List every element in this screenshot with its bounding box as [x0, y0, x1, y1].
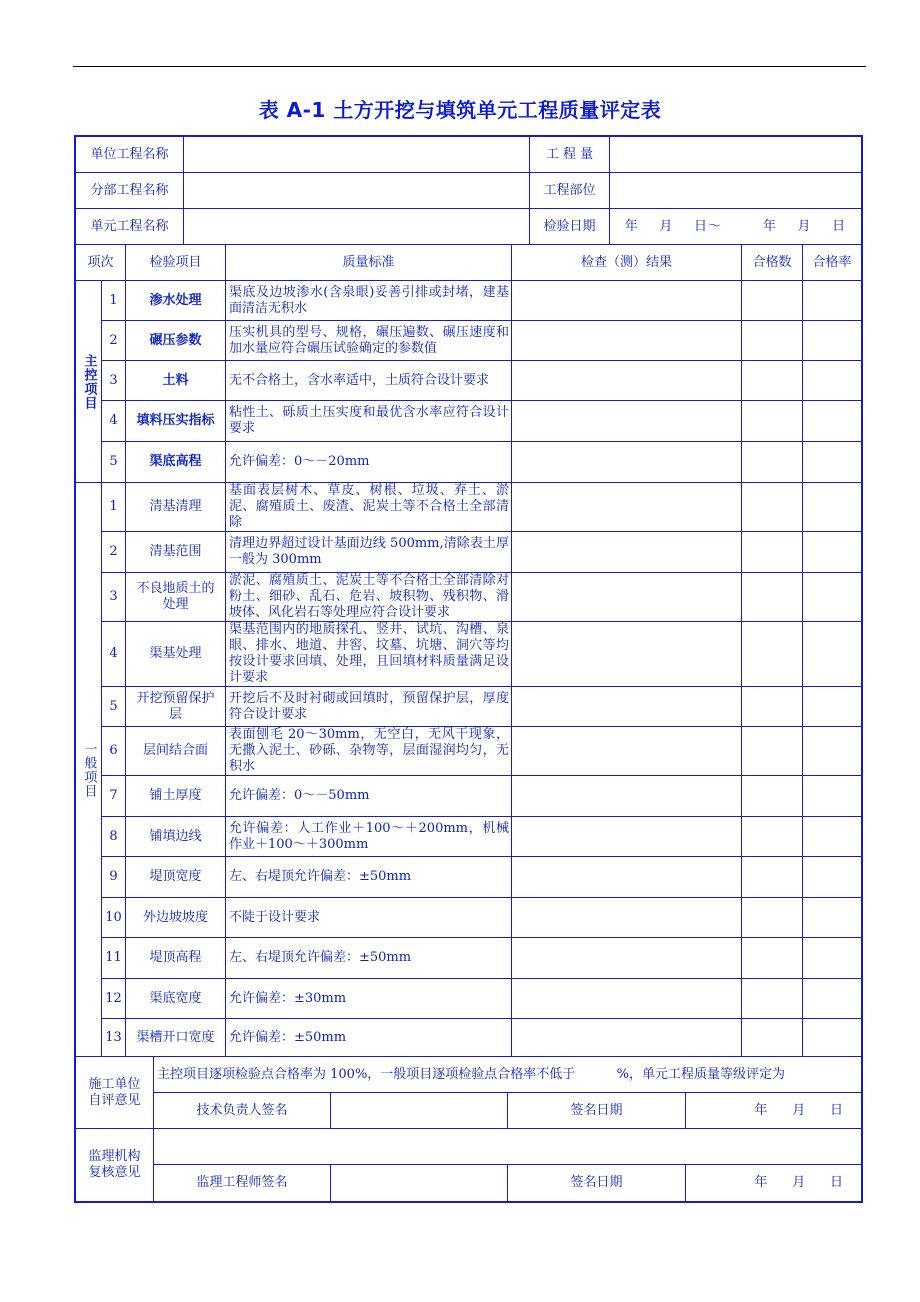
supervision-date-field[interactable]: 年 月 日	[754, 1175, 843, 1190]
main-item-no: 5	[102, 442, 126, 483]
part-input[interactable]	[610, 173, 861, 209]
main-item-name: 土料	[126, 361, 226, 401]
general-item-qualified-field[interactable]	[742, 727, 803, 776]
general-item-qualified-field[interactable]	[742, 1019, 803, 1057]
general-item-result-field[interactable]	[512, 979, 742, 1019]
general-item-standard	[226, 727, 512, 776]
unit-project-input[interactable]	[184, 137, 530, 173]
col-qualified-header: 合格数	[742, 245, 803, 281]
general-group-label	[76, 483, 102, 1057]
main-item-result-field[interactable]	[512, 321, 742, 361]
subproject-input[interactable]	[184, 173, 530, 209]
general-item-name: 不良地质土的处理	[126, 573, 226, 622]
general-item-name: 堤顶高程	[126, 938, 226, 979]
general-item-standard-text: 允许偏差：±50mm	[229, 1029, 347, 1045]
main-item-qualified-field[interactable]	[742, 361, 803, 401]
general-item-name: 渠槽开口宽度	[126, 1019, 226, 1057]
col-standard-header: 质量标准	[226, 245, 512, 281]
general-item-no: 11	[102, 938, 126, 979]
general-item-name: 开挖预留保护层	[126, 687, 226, 727]
main-item-name: 填料压实指标	[126, 401, 226, 442]
general-item-standard-text: 基面表层树木、草皮、树根、垃圾、弃土、淤泥、腐殖质土、废渣、泥炭土等不合格土全部清除	[229, 483, 509, 530]
general-item-rate-field[interactable]	[803, 532, 861, 573]
main-item-qualified-field[interactable]	[742, 321, 803, 361]
general-item-qualified-field[interactable]	[742, 687, 803, 727]
supervision-signer-label: 监理工程师签名	[154, 1165, 331, 1201]
general-item-qualified-field[interactable]	[742, 483, 803, 532]
col-result-header: 检查（测）结果	[512, 245, 742, 281]
main-item-rate-field[interactable]	[803, 442, 861, 483]
col-rate-header: 合格率	[803, 245, 861, 281]
general-item-standard	[226, 1019, 512, 1057]
unit-project-label: 单位工程名称	[76, 137, 184, 173]
general-item-rate-field[interactable]	[803, 687, 861, 727]
general-item-rate-field[interactable]	[803, 898, 861, 938]
general-item-result-field[interactable]	[512, 898, 742, 938]
main-item-standard	[226, 361, 512, 401]
main-item-no: 3	[102, 361, 126, 401]
general-item-no: 2	[102, 532, 126, 573]
general-item-no: 3	[102, 573, 126, 622]
general-item-name: 清基清理	[126, 483, 226, 532]
general-item-name: 外边坡坡度	[126, 898, 226, 938]
general-item-no: 12	[102, 979, 126, 1019]
supervision-label-text: 监理机构复核意见	[88, 1149, 141, 1180]
self-eval-label-text: 施工单位自评意见	[88, 1076, 141, 1108]
general-item-standard	[226, 532, 512, 573]
self-eval-date-label: 签名日期	[508, 1093, 686, 1129]
main-item-qualified-field[interactable]	[742, 401, 803, 442]
general-item-rate-field[interactable]	[803, 857, 861, 898]
self-eval-statement: 主控项目逐项检验点合格率为 100%，一般项目逐项检验点合格率不低于 %，单元工程质量等级评定为	[154, 1057, 861, 1093]
main-group-text: 主控项目	[81, 353, 97, 410]
general-item-result-field[interactable]	[512, 1019, 742, 1057]
general-item-standard-text: 左、右堤顶允许偏差：±50mm	[229, 869, 412, 884]
general-item-name: 渠底宽度	[126, 979, 226, 1019]
general-item-name: 层间结合面	[126, 727, 226, 776]
general-item-standard-text: 清理边界超过设计基面边线 500mm,清除表土厚一般为 300mm	[229, 536, 509, 567]
main-item-result-field[interactable]	[512, 361, 742, 401]
general-item-rate-field[interactable]	[803, 483, 861, 532]
general-item-name: 清基范围	[126, 532, 226, 573]
supervision-opinion-field[interactable]	[154, 1129, 861, 1165]
general-item-name: 铺填边线	[126, 817, 226, 857]
main-item-rate-field[interactable]	[803, 361, 861, 401]
general-item-result-field[interactable]	[512, 817, 742, 857]
general-item-qualified-field[interactable]	[742, 817, 803, 857]
general-item-name: 渠基处理	[126, 622, 226, 687]
general-item-no: 8	[102, 817, 126, 857]
col-item-header: 检验项目	[126, 245, 226, 281]
inspect-date-label: 检验日期	[530, 209, 610, 245]
main-item-standard	[226, 442, 512, 483]
main-item-standard	[226, 281, 512, 321]
general-item-name: 铺土厚度	[126, 776, 226, 817]
general-item-no: 4	[102, 622, 126, 687]
col-seq-header: 项次	[76, 245, 126, 281]
general-item-qualified-field[interactable]	[742, 573, 803, 622]
main-item-standard	[226, 401, 512, 442]
general-item-result-field[interactable]	[512, 573, 742, 622]
general-item-no: 9	[102, 857, 126, 898]
main-item-no: 1	[102, 281, 126, 321]
general-item-standard	[226, 687, 512, 727]
general-item-rate-field[interactable]	[803, 776, 861, 817]
main-item-no: 4	[102, 401, 126, 442]
general-item-no: 7	[102, 776, 126, 817]
main-item-rate-field[interactable]	[803, 401, 861, 442]
general-item-standard	[226, 898, 512, 938]
general-item-result-field[interactable]	[512, 727, 742, 776]
general-item-result-field[interactable]	[512, 938, 742, 979]
general-item-no: 1	[102, 483, 126, 532]
general-item-rate-field[interactable]	[803, 938, 861, 979]
general-item-rate-field[interactable]	[803, 979, 861, 1019]
general-item-no: 5	[102, 687, 126, 727]
main-item-qualified-field[interactable]	[742, 442, 803, 483]
general-item-no: 10	[102, 898, 126, 938]
general-item-standard	[226, 573, 512, 622]
quantity-input[interactable]	[610, 137, 861, 173]
general-item-rate-field[interactable]	[803, 817, 861, 857]
general-item-standard-text: 淤泥、腐殖质土、泥炭土等不合格土全部清除对粉土、细砂、乱石、危岩、坡积物、残积物、滑坡体、风化岩石等处理应符合设计要求	[229, 573, 509, 620]
general-item-standard	[226, 857, 512, 898]
general-item-standard	[226, 979, 512, 1019]
main-item-standard-text: 允许偏差：0～－20mm	[229, 454, 370, 469]
general-item-result-field[interactable]	[512, 532, 742, 573]
general-item-standard	[226, 483, 512, 532]
general-item-standard	[226, 817, 512, 857]
main-item-result-field[interactable]	[512, 401, 742, 442]
main-item-name: 渗水处理	[126, 281, 226, 321]
part-label: 工程部位	[530, 173, 610, 209]
general-item-qualified-field[interactable]	[742, 532, 803, 573]
general-item-name: 堤顶宽度	[126, 857, 226, 898]
general-item-qualified-field[interactable]	[742, 622, 803, 687]
general-item-standard-text: 左、右堤顶允许偏差：±50mm	[229, 950, 412, 965]
main-item-rate-field[interactable]	[803, 321, 861, 361]
supervision-label	[76, 1129, 154, 1201]
general-item-qualified-field[interactable]	[742, 938, 803, 979]
general-item-result-field[interactable]	[512, 857, 742, 898]
general-item-standard-text: 允许偏差：0～－50mm	[229, 788, 370, 803]
main-item-standard-text: 压实机具的型号、规格，碾压遍数、碾压速度和加水量应符合碾压试验确定的参数值	[229, 324, 509, 356]
self-eval-label	[76, 1057, 154, 1129]
main-item-name: 渠底高程	[126, 442, 226, 483]
document-title: 表 A-1 土方开挖与填筑单元工程质量评定表	[258, 98, 662, 122]
inspect-date-field[interactable]: 年 月 日～ 年 月 日	[610, 209, 861, 245]
general-item-standard-text: 开挖后不及时衬砌或回填时，预留保护层，厚度符合设计要求	[229, 690, 509, 722]
main-item-qualified-field[interactable]	[742, 281, 803, 321]
general-item-standard-text: 不陡于设计要求	[229, 909, 321, 925]
general-item-qualified-field[interactable]	[742, 857, 803, 898]
main-group-label	[76, 281, 102, 483]
general-group-text: 一般项目	[81, 741, 97, 798]
general-item-standard-text: 渠基范围内的地质探孔、竖井、试坑、沟槽、泉眼、排水、地道、井窖、坟墓、坑塘、洞穴等均按设计要求回填、处理，且回填材料质量满足设计要求	[229, 622, 509, 685]
general-item-standard-text: 表面刨毛 20～30mm，无空白，无风干现象，无撒入泥土、砂砾、杂物等，层面湿润均匀，无积水	[229, 727, 509, 774]
general-item-qualified-field[interactable]	[742, 979, 803, 1019]
general-item-rate-field[interactable]	[803, 1019, 861, 1057]
main-item-result-field[interactable]	[512, 442, 742, 483]
general-item-standard	[226, 938, 512, 979]
main-item-standard-text: 粘性土、砾质土压实度和最优含水率应符合设计要求	[229, 405, 509, 436]
self-eval-signature-field[interactable]	[331, 1093, 508, 1129]
general-item-result-field[interactable]	[512, 622, 742, 687]
main-item-standard-text: 无不合格土，含水率适中，土质符合设计要求	[229, 372, 490, 388]
general-item-standard	[226, 776, 512, 817]
general-item-result-field[interactable]	[512, 687, 742, 727]
main-item-standard-text: 渠底及边坡渗水(含泉眼)妥善引排或封堵，建基面清洁无积水	[229, 284, 509, 316]
quantity-label: 工 程 量	[530, 137, 610, 173]
general-item-qualified-field[interactable]	[742, 898, 803, 938]
general-item-no: 13	[102, 1019, 126, 1057]
main-item-standard	[226, 321, 512, 361]
general-item-standard	[226, 622, 512, 687]
general-item-no: 6	[102, 727, 126, 776]
main-item-rate-field[interactable]	[803, 281, 861, 321]
supervision-signature-field[interactable]	[331, 1165, 508, 1201]
general-item-rate-field[interactable]	[803, 573, 861, 622]
general-item-result-field[interactable]	[512, 483, 742, 532]
supervision-date-label: 签名日期	[508, 1165, 686, 1201]
subproject-label: 分部工程名称	[76, 173, 184, 209]
general-item-rate-field[interactable]	[803, 622, 861, 687]
general-item-qualified-field[interactable]	[742, 776, 803, 817]
general-item-standard-text: 允许偏差：人工作业＋100～＋200mm，机械作业＋100～＋300mm	[229, 820, 509, 852]
general-item-result-field[interactable]	[512, 776, 742, 817]
page-header-rule	[73, 66, 866, 67]
general-item-standard-text: 允许偏差：±30mm	[229, 990, 347, 1006]
general-item-rate-field[interactable]	[803, 727, 861, 776]
self-eval-signer-label: 技术负责人签名	[154, 1093, 331, 1129]
element-label: 单元工程名称	[76, 209, 184, 245]
main-item-result-field[interactable]	[512, 281, 742, 321]
main-item-no: 2	[102, 321, 126, 361]
main-item-name: 碾压参数	[126, 321, 226, 361]
element-input[interactable]	[184, 209, 530, 245]
quality-assessment-table	[74, 135, 863, 1203]
self-eval-date-field[interactable]: 年 月 日	[686, 1093, 861, 1129]
